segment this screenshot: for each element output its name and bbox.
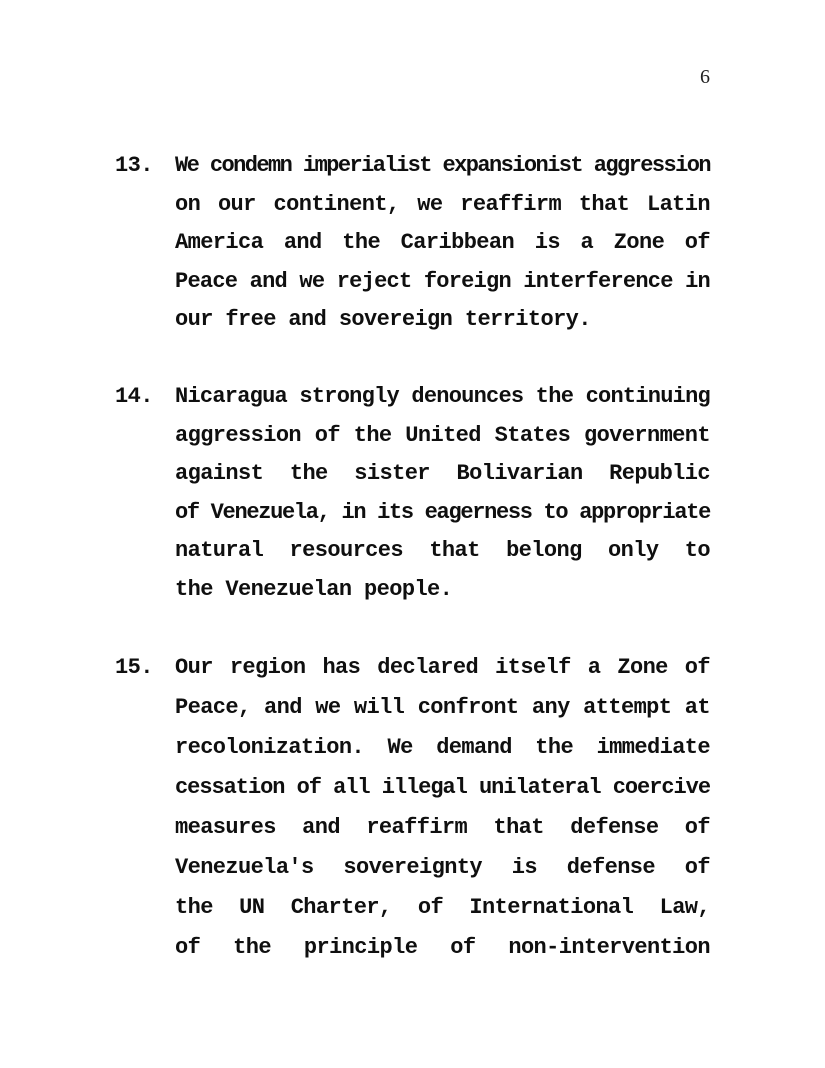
text-line (175, 848, 710, 888)
line-text: Nicaragua strongly denounces the continuing (175, 384, 710, 409)
text-line (175, 417, 710, 456)
text-line (175, 263, 710, 302)
text-line (175, 186, 710, 225)
paragraph-number: 13. (115, 153, 153, 178)
line-text: our free and sovereign territory. (175, 307, 591, 332)
text-line (175, 888, 710, 928)
text-line (175, 768, 710, 808)
text-line-last (175, 301, 710, 340)
line-text: Our region has declared itself a Zone of (175, 654, 710, 680)
page-number: 6 (700, 66, 710, 88)
line-text: Venezuela's sovereignty is defense of (175, 854, 710, 880)
text-line (175, 147, 710, 186)
paragraph-body (175, 378, 710, 609)
text-line-last (175, 571, 710, 610)
paragraph-body (175, 648, 710, 968)
line-text: of Venezuela, in its eagerness to appropriate (175, 499, 710, 525)
line-text: against the sister Bolivarian Republic (175, 461, 710, 486)
document-body (115, 147, 710, 968)
text-line (175, 455, 710, 494)
paragraph-number: 14. (115, 384, 153, 409)
paragraph-14 (115, 378, 710, 609)
line-text: Peace and we reject foreign interference in (175, 268, 710, 294)
text-line (175, 648, 710, 688)
line-text: of the principle of non-intervention (175, 934, 710, 960)
line-text: We condemn imperialist expansionist aggression (175, 153, 710, 178)
text-line (175, 224, 710, 263)
line-text: natural resources that belong only to (175, 538, 710, 563)
paragraph-13 (115, 147, 710, 340)
text-line (175, 688, 710, 728)
paragraph-body (175, 147, 710, 340)
line-text: Peace, and we will confront any attempt at (175, 694, 710, 720)
text-line (175, 928, 710, 968)
line-text: cessation of all illegal unilateral coercive (175, 774, 710, 800)
text-line (175, 378, 710, 417)
line-text: America and the Caribbean is a Zone of (175, 230, 710, 255)
text-line (175, 808, 710, 848)
line-text: the UN Charter, of International Law, (175, 894, 710, 920)
paragraph-number: 15. (115, 654, 153, 680)
text-line (175, 728, 710, 768)
paragraph-15 (115, 648, 710, 968)
text-line (175, 532, 710, 571)
line-text: the Venezuelan people. (175, 576, 453, 602)
line-text: recolonization. We demand the immediate (175, 734, 710, 760)
line-text: aggression of the United States government (175, 422, 710, 448)
line-text: measures and reaffirm that defense of (175, 814, 710, 840)
text-line (175, 494, 710, 533)
line-text: on our continent, we reaffirm that Latin (175, 191, 710, 217)
